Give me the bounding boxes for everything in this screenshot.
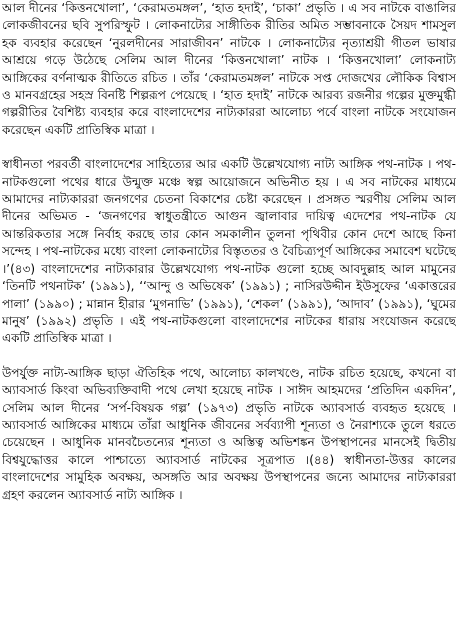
paragraph-street-drama: স্বাধীনতা পরবর্তী বাংলাদেশের সাহিত্যের আর একটি উল্লেখযোগ্য নাট্য আঙ্গিক পথ-নাটক । পথ-নাটকগুলো পথের ধারে উন্মুক্ত মঞ্চে স্বল্প আয়োজনে অভিনীত হয় । এ সব নাটকের মাধ্যমে আমাদের নাট্যকাররা জনগণের চেতনা বিকাশের চেষ্টা করেছেন । প্রসঙ্গত স্মরণীয় সেলিম আল দীনের অভিমত - ‘জনগণের স্বাধুতন্ত্রীতে আগুন জ্বালাবার দায়িত্ব এদেশের পথ-নাটক যে আন্তরিকতার সঙ্গে নির্বাহ করছে তার কোন সমকালীন তুলনা পৃথিবীর কোন দেশে আছে কিনা সন্দেহ । পথ-নাটকের মধ্যে বাংলা লোকনাট্যের বিস্তৃততর ও বৈচিত্র্যপূর্ণ আঙ্গিকের সমাবেশ ঘটেছে ।’(৪৩) বাংলাদেশের নাট্যকারার উল্লেখযোগ্য পথ-নাটক গুলো হচ্ছে আবদুল্লাহ আল মামুনের ‘তিনটি পথনাটক’ (১৯৯১), ‘‘আন্দু ও অভিষেক’ (১৯৯১) ; নাসিরউদ্দীন ইউসুফের ‘একাত্তরের পালা’ (১৯৯০) ; মান্নান হীরার ‘মুগনাভি’ (১৯৯১), ‘শেকল’ (১৯৯১), ‘আদাব’ (১৯৯১), ‘ঘুমের মানুষ’ (১৯৯২) প্রভৃতি । এই পথ-নাটকগুলো বাংলাদেশের নাটকের ধারায় সংযোজন করেছে একটি প্রাতিস্বিক মাত্রা । xyxy=(2,157,456,346)
paragraph-folk-drama: আল দীনের ‘কিত্তনখোলা’, ‘কেরামতমঙ্গল’, ‘হাত হদাই’, ‘চাকা’ প্রভৃতি । এ সব নাটকে বাঙালির লোকজীবনের ছবি সুপরিস্ফুট । লোকনাট্যের সাঙ্গীতিক রীতির অমিত সম্ভাবনাকে সৈয়দ শামসুল হক ব্যবহার করেছেন ‘নুরলদীনের সারাজীবন’ নাটকে । লোকনাট্যের নৃত্যাশ্রয়ী গীতল ভাষার আশ্রয়ে গড়ে উঠেছে সেলিম আল দীনের ‘কিত্তনখোলা’ নাটক । ‘কিত্তনখোলা’ লোকনাট্য আঙ্গিকের বর্ণনাত্মক রীতিতে রচিত । তাঁর ‘কেরামতমঙ্গল’ নাটকে সপ্ত দোজখের লৌকিক বিশ্বাস ও মানবগ্রহের সহস্র বিনষ্টি শিল্পরূপ পেয়েছে । ‘হাত হদাই’ নাটকে আরব্য রজনীর গল্পের মুক্তমুগ্ধী গল্পরীতির বৈশিষ্ট্য ব্যবহার করে বাংলাদেশের নাট্যকাররা আলোচ্য পর্বে বাংলা নাটকে সংযোজন করেছেন একটি প্রাতিস্বিক মাত্রা । xyxy=(2,1,456,137)
paragraph-absurd-drama: উপর্যুক্ত নাট্য-আঙ্গিক ছাড়া ঐতিহিক পথে, আলোচ্য কালখণ্ডে, নাটক রচিত হয়েছে, কখনো বা অ্যাবসার্ড কিংবা অভিব্যক্তিবাদী পথে লেখা হয়েছে নাটক । সাঈদ আহমদের ‘প্রতিদিন একদিন’, সেলিম আল দীনের ‘সর্প-বিষয়ক গল্প’ (১৯৭৩) প্রভৃতি নাটকে অ্যাবসার্ড ব্যবহৃত হয়েছে । অ্যাবসার্ড আঙ্গিকের মাধ্যমে তাঁরা আধুনিক জীবনের সর্বব্যাপী শূন্যতা ও নৈরাশ্যকে তুলে ধরতে চেয়েছেন । আধুনিক মানবচৈতন্যের শূন্যতা ও অস্তিত্ব অভিশঙ্কন উপস্থাপনের মানসেই দ্বিতীয় বিশ্বযুদ্ধোত্তর কালে পাশ্চাত্যে অ্যাবসার্ড নাটকের সূত্রপাত ।(৪৪) স্বাধীনতা-উত্তর কালের বাংলাদেশের সামুহিক অবক্ষয়, অসঙ্গতি আর অবক্ষয় উপস্থাপনের জন্যে আমাদের নাট্যকাররা গ্রহণ করলেন অ্যাবসার্ড নাট্য আঙ্গিক । xyxy=(2,365,456,502)
document-page xyxy=(2,0,456,625)
paragraph-gap xyxy=(2,348,456,365)
paragraph-gap xyxy=(2,139,456,156)
